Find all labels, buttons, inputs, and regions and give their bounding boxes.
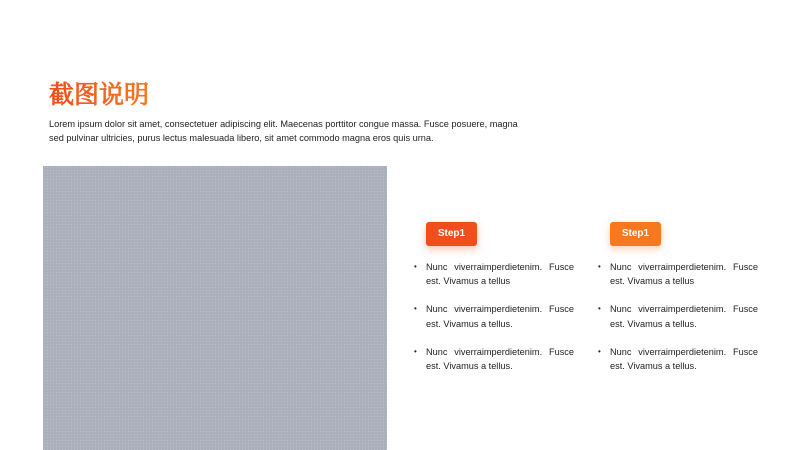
- bullet-text-line: Nunc viverraimperdietenim. Fusce: [610, 346, 758, 357]
- bullet-text-line: est. Vivamus a tellus.: [610, 318, 697, 329]
- bullet-icon: •: [414, 346, 417, 356]
- bullet-icon: •: [414, 262, 417, 271]
- bullet-icon: •: [414, 304, 417, 314]
- bullet-icon: •: [598, 262, 601, 271]
- bullet-text-line: Nunc viverraimperdietenim. Fusce: [610, 262, 758, 272]
- list-item: [414, 260, 574, 289]
- bullet-icon: •: [598, 346, 601, 356]
- step-column-1: [414, 222, 574, 387]
- step-2-bullet-list: [598, 260, 758, 373]
- step-column-2: [598, 222, 758, 387]
- bullet-text-line: est. Vivamus a tellus: [610, 276, 695, 287]
- bullet-text-line: est. Vivamus a tellus.: [610, 361, 697, 372]
- bullet-text-line: Nunc viverraimperdietenim. Fusce: [426, 304, 574, 315]
- bullet-text-line: Nunc viverraimperdietenim. Fusce: [610, 304, 758, 315]
- bullet-text-line: Nunc viverraimperdietenim. Fusce: [426, 262, 574, 272]
- intro-line: sed pulvinar ultricies, purus lectus malesuada libero, sit amet commodo magna eros quis urna.: [49, 132, 434, 143]
- bullet-text-line: est. Vivamus a tellus.: [426, 318, 513, 329]
- bullet-text-line: Nunc viverraimperdietenim. Fusce: [426, 346, 574, 357]
- bullet-text-line: est. Vivamus a tellus.: [426, 361, 513, 372]
- intro-paragraph: [49, 118, 518, 145]
- intro-line: Lorem ipsum dolor sit amet, consectetuer adipiscing elit. Maecenas porttitor congue massa. Fusce posuere, magna: [49, 119, 518, 129]
- step-badge-2[interactable]: Step1: [610, 222, 661, 246]
- bullet-icon: •: [598, 304, 601, 314]
- step-badge-1[interactable]: Step1: [426, 222, 477, 246]
- screenshot-placeholder: [43, 166, 387, 450]
- list-item: [598, 345, 758, 374]
- page-title: 截图说明: [49, 78, 149, 112]
- list-item: [598, 302, 758, 331]
- step-1-bullet-list: [414, 260, 574, 373]
- list-item: [414, 345, 574, 374]
- list-item: [598, 260, 758, 289]
- bullet-text-line: est. Vivamus a tellus: [426, 276, 511, 287]
- list-item: [414, 302, 574, 331]
